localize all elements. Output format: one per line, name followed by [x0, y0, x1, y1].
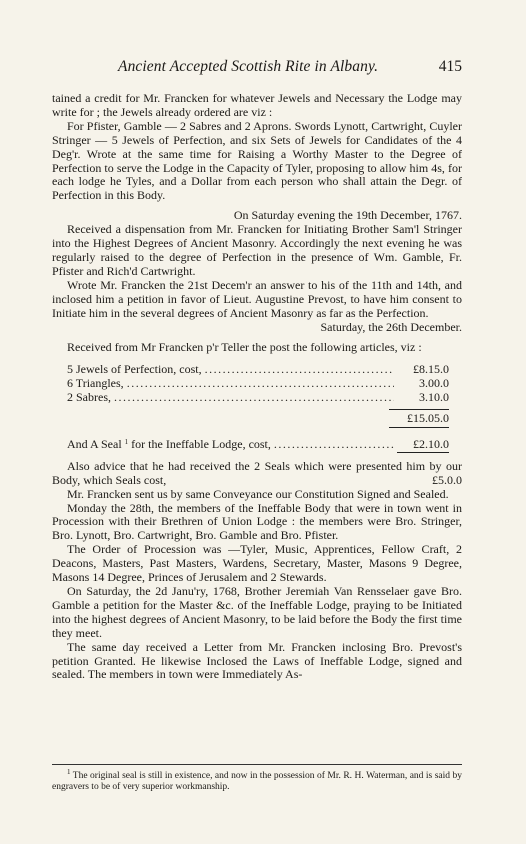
- paragraph: Mr. Francken sent us by same Conveyance our Constitution Signed and Sealed.: [67, 486, 449, 501]
- item-amount: 3.10.0: [419, 390, 449, 405]
- paragraph: Also advice that he had received the 2 Seals which were presented him by our Body, which Seals cost, £5.0.0: [52, 458, 462, 487]
- table-row: [67, 363, 449, 377]
- paragraph: The Order of Procession was —Tyler, Music, Apprentices, Fellow Craft, 2 Deacons, Masters, Past Masters, Wardens, Secretary, Master, Masons 9 Degree, Masons 14 Degree, Princes of Jerusalem and 2 Stewards.: [52, 542, 462, 585]
- seal-amount: £2.10.0: [397, 438, 449, 453]
- page-body: [52, 92, 462, 682]
- item-label: 5 Jewels of Perfection, cost,: [67, 362, 202, 377]
- footnote-divider: [52, 764, 462, 765]
- footnote-text: The original seal is still in existence, and now in the possession of Mr. R. H. Waterman, and is said by engravers to be of very superior workmanship.: [52, 771, 462, 792]
- paragraph: On Saturday, the 2d Janu'ry, 1768, Brother Jeremiah Van Rensselaer gave Bro. Gamble a petition for the Master &c. of the Ineffable Lodge, praying to be Initiated into the highest degrees of Ancient Masonry, to be laid before the Body the first time they meet.: [52, 584, 462, 640]
- paragraph: Wrote Mr. Francken the 21st Decem'r an answer to his of the 11th and 14th, and inclosed him a petition in favor of Lieut. Augustine Prevost, to have him consent to Initiate him in the several degrees of Ancient Masonry as far as the Perfection.: [52, 277, 462, 320]
- paragraph: For Pfister, Gamble — 2 Sabres and 2 Aprons. Swords Lynott, Cartwright, Cuyler Stringer — 5 Jewels of Perfection, and six Sets of Jewels for Candidates of the 4 Deg'r. Wrote at the same time for Raising a Worthy Master to the Degree of Perfection to serve the Lodge in the Capacity of Tyler, proposing to allow him 4s, for each lodge he Tyles, and a Dollar from each person who shall attain the Degr. of Perfection in this Body.: [52, 118, 462, 203]
- paragraph: Received a dispensation from Mr. Francken for Initiating Brother Sam'l Stringer into the Highest Degrees of Ancient Masonry. Accordingly the next evening he was regularly raised to the degree of Perfection in the presence of Wm. Gamble, Fr. Pfister and Rich'd Cartwright.: [52, 222, 462, 278]
- dateline: Saturday, the 26th December.: [320, 319, 462, 334]
- paragraph: Monday the 28th, the members of the Ineffable Body that were in town went in Procession with their Brethren of Union Lodge : the members were Bro. Stringer, Bro. Lynott, Bro. Cartwright, Bro. Gamble and Bro. Pfister.: [52, 500, 462, 543]
- leader-dots: [114, 391, 394, 405]
- total-row: [67, 409, 449, 428]
- seal-label: And A Seal $^1$ for the Ineffable Lodge, cost,: [67, 436, 271, 451]
- total-amount: £15.05.0: [389, 409, 449, 428]
- item-amount: 3.00.0: [419, 376, 449, 391]
- leader-dots: [127, 377, 394, 391]
- item-amount: £8.15.0: [413, 362, 449, 377]
- item-label: 2 Sabres,: [67, 390, 111, 405]
- paragraph: The same day received a Letter from Mr. Francken inclosing Bro. Prevost's petition Granted. He likewise Inclosed the Laws of Ineffable Lodge, signed and sealed. The members in town were Immediately As-: [52, 639, 462, 682]
- footnote-mark: 1: [67, 768, 71, 776]
- table-row: [67, 391, 449, 405]
- running-title: Ancient Accepted Scottish Rite in Albany.: [118, 58, 379, 75]
- table-row: [67, 377, 449, 391]
- dateline: On Saturday evening the 19th December, 1767.: [233, 208, 462, 223]
- leader-dots: [205, 363, 394, 377]
- leader-dots: [274, 438, 394, 452]
- cost-table: [67, 363, 449, 453]
- item-label: 6 Triangles,: [67, 376, 124, 391]
- paragraph: Received from Mr Francken p'r Teller the post the following articles, viz :: [67, 340, 422, 355]
- seals-amount: £5.0.0: [432, 472, 462, 487]
- running-header: [52, 58, 462, 78]
- paragraph: tained a credit for Mr. Francken for whatever Jewels and Necessary the Lodge may write for ; the Jewels already ordered are viz :: [52, 91, 462, 119]
- page-number: 415: [438, 58, 462, 75]
- seal-row: [67, 438, 449, 453]
- footnote-ref[interactable]: 1: [124, 437, 129, 446]
- footnote: [52, 768, 462, 793]
